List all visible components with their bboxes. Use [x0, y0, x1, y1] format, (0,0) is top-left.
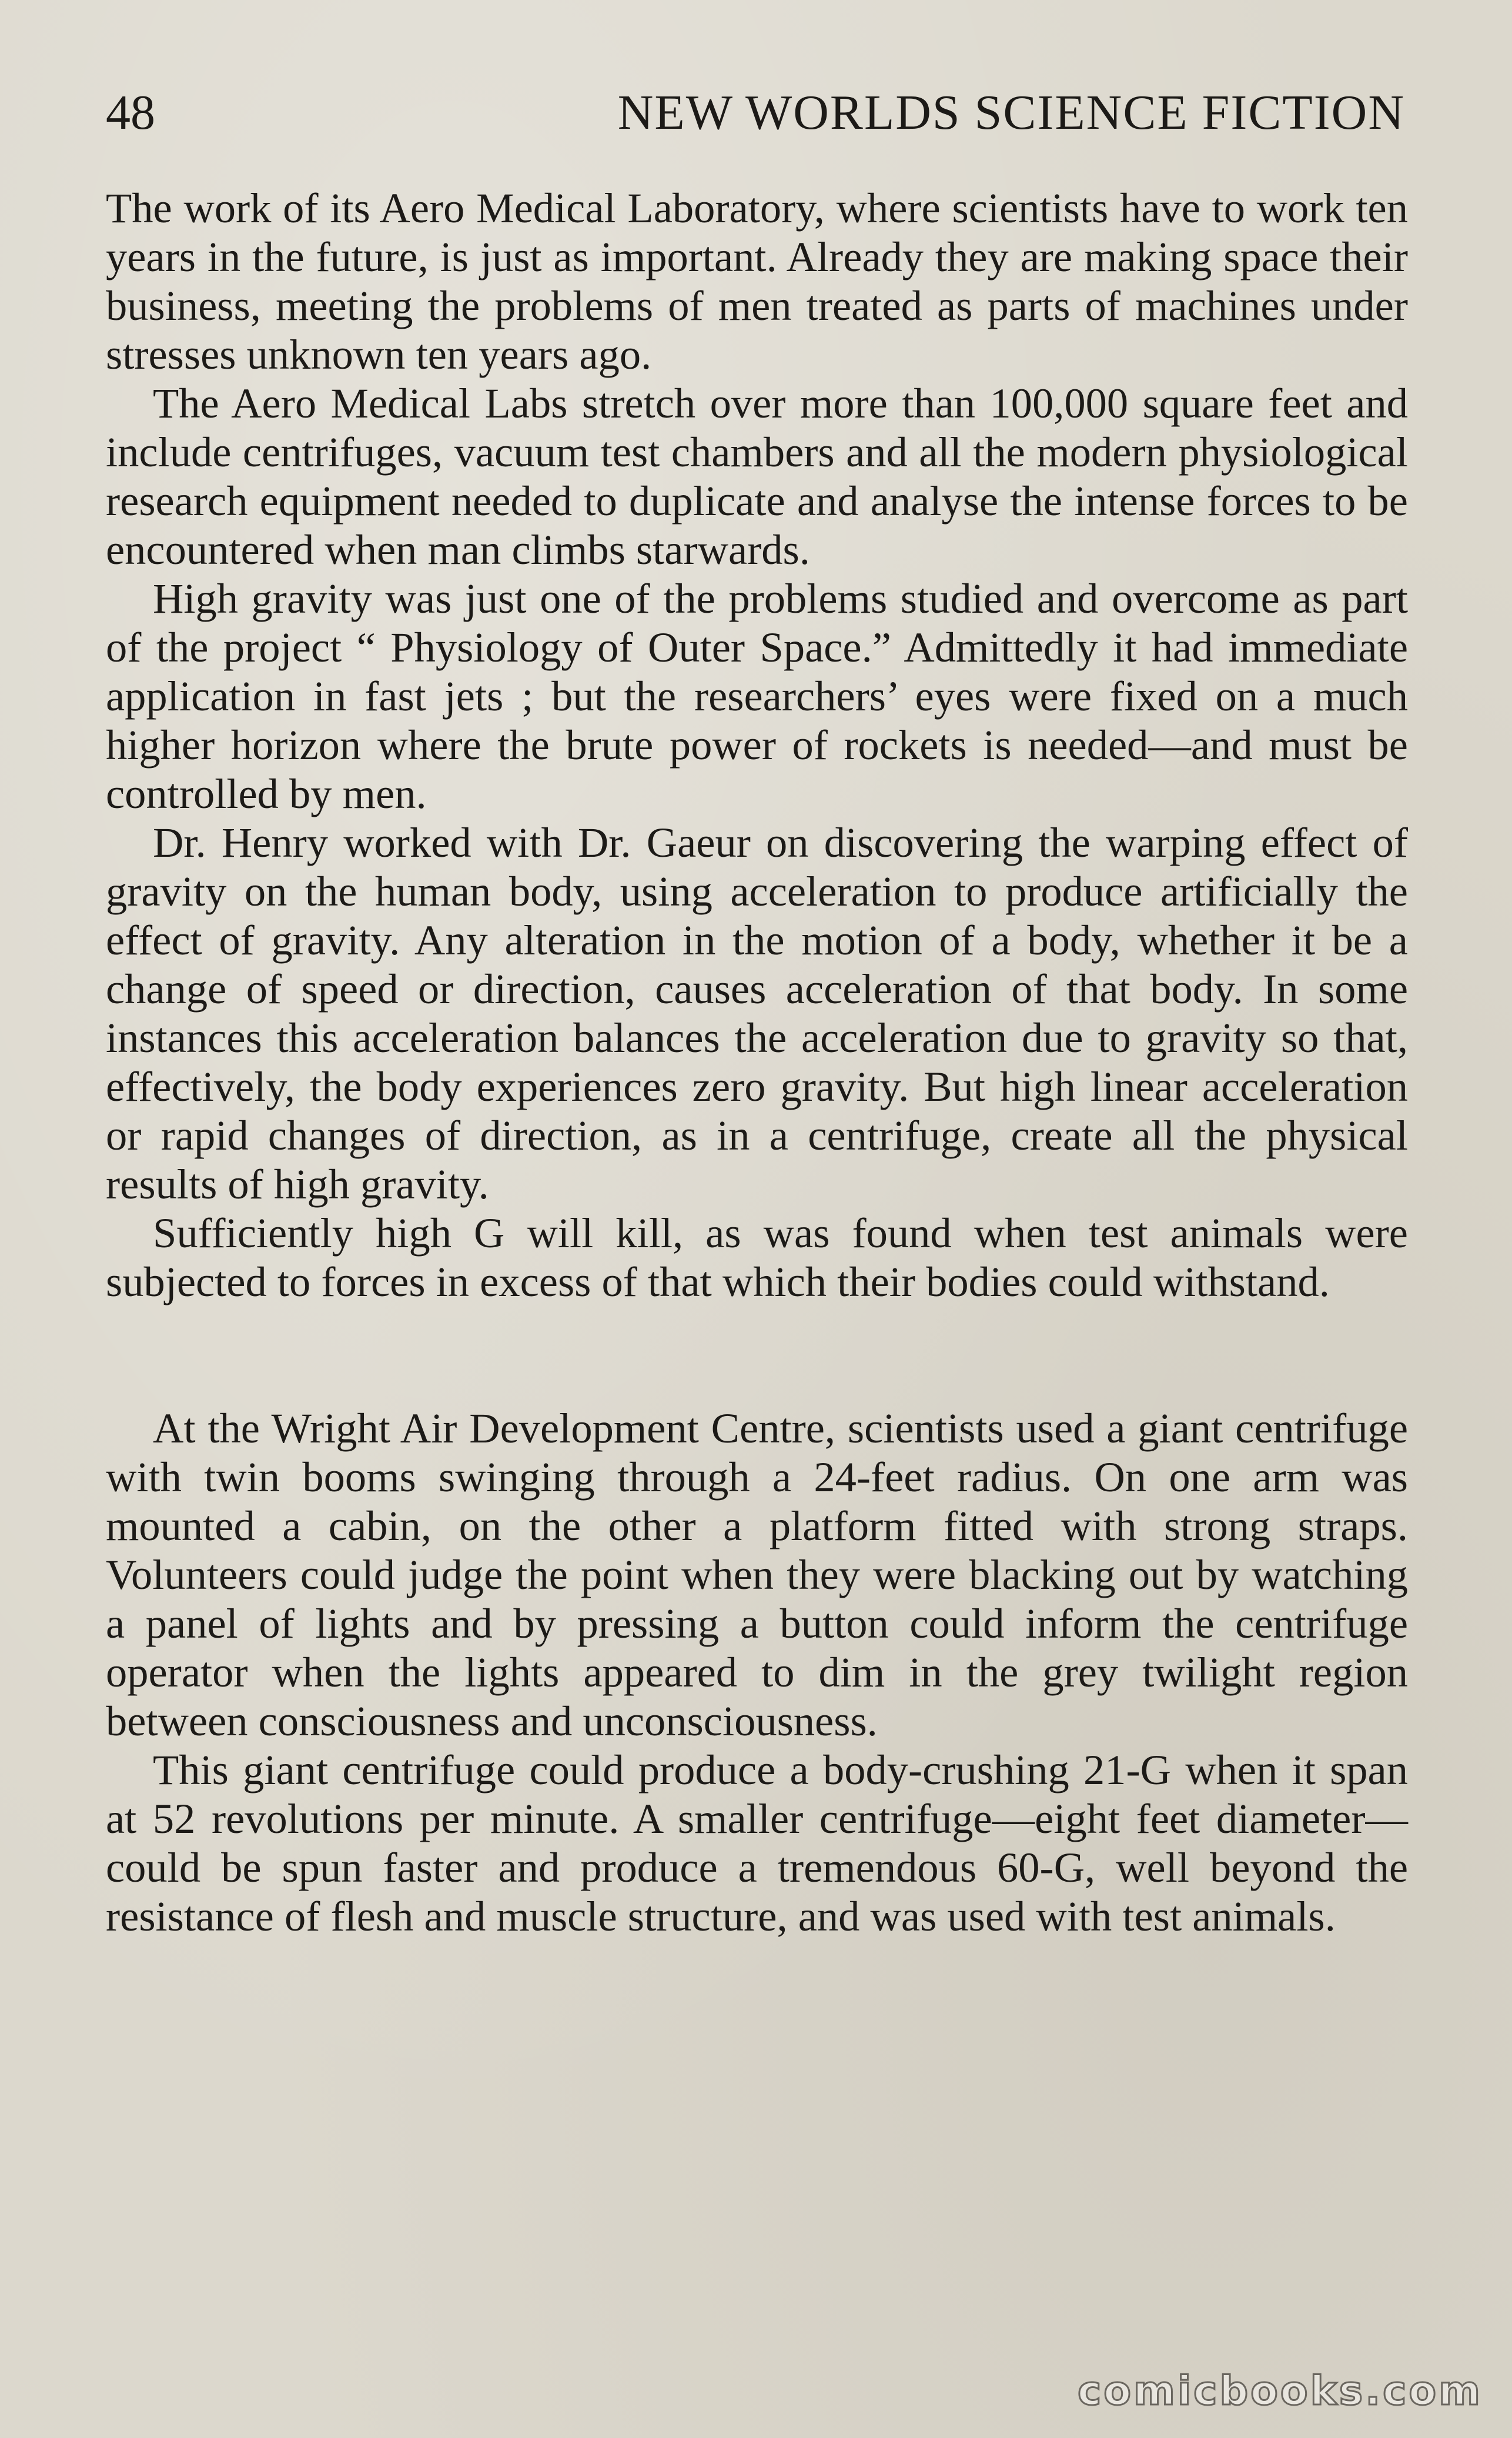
- paragraph: Dr. Henry worked with Dr. Gaeur on discovering the warping effect of gravity on the human body, using acceleration to produce artificially the effect of gravity. Any alteration in the motion of a body, whether it be a change of speed or direction, causes acceleration of that body. In some instances this acceleration balances the acceleration due to gravity so that, effectively, the body experiences zero gravity. But high linear acceleration or rapid changes of direction, as in a centrifuge, create all the physical results of high gravity.: [106, 819, 1408, 1208]
- watermark: comicbooks.com: [1077, 2368, 1483, 2414]
- paragraph: High gravity was just one of the problems studied and overcome as part of the project “ Physiology of Outer Space.” Admittedly it had immediate application in fast jets ; but the researchers’ eyes were fixed on a much higher horizon where the brute power of rockets is needed—and must be controlled by men.: [106, 575, 1408, 817]
- paragraph: This giant centrifuge could produce a body-crushing 21-G when it span at 52 revolutions per minute. A smaller centrifuge—eight feet diameter—could be spun faster and produce a tremendous 60-G, well beyond the resistance of flesh and muscle structure, and was used with test animals.: [106, 1746, 1408, 1940]
- paragraph: The Aero Medical Labs stretch over more than 100,000 square feet and include centrifuges, vacuum test chambers and all the modern physiological research equipment needed to duplicate and analyse the intense forces to be encountered when man climbs starwards.: [106, 379, 1408, 573]
- paragraph: Sufficiently high G will kill, as was found when test animals were subjected to forces in excess of that which their bodies could withstand.: [106, 1209, 1408, 1305]
- running-head: [106, 84, 1405, 142]
- paragraph: The work of its Aero Medical Laboratory, where scientists have to work ten years in the future, is just as important. Already they are making space their business, meeting the problems of men treated as parts of machines under stresses unknown ten years ago.: [106, 184, 1408, 378]
- article-body: [106, 183, 1408, 1941]
- section-break: [106, 1306, 1408, 1404]
- page-number: 48: [106, 85, 155, 140]
- paragraph: At the Wright Air Development Centre, scientists used a giant centrifuge with twin booms swinging through a 24-feet radius. On one arm was mounted a cabin, on the other a platform fitted with strong straps. Volunteers could judge the point when they were blacking out by watching a panel of lights and by pressing a button could inform the centrifuge operator when the lights appeared to dim in the grey twilight region between consciousness and unconsciousness.: [106, 1404, 1408, 1745]
- journal-title: NEW WORLDS SCIENCE FICTION: [617, 85, 1405, 140]
